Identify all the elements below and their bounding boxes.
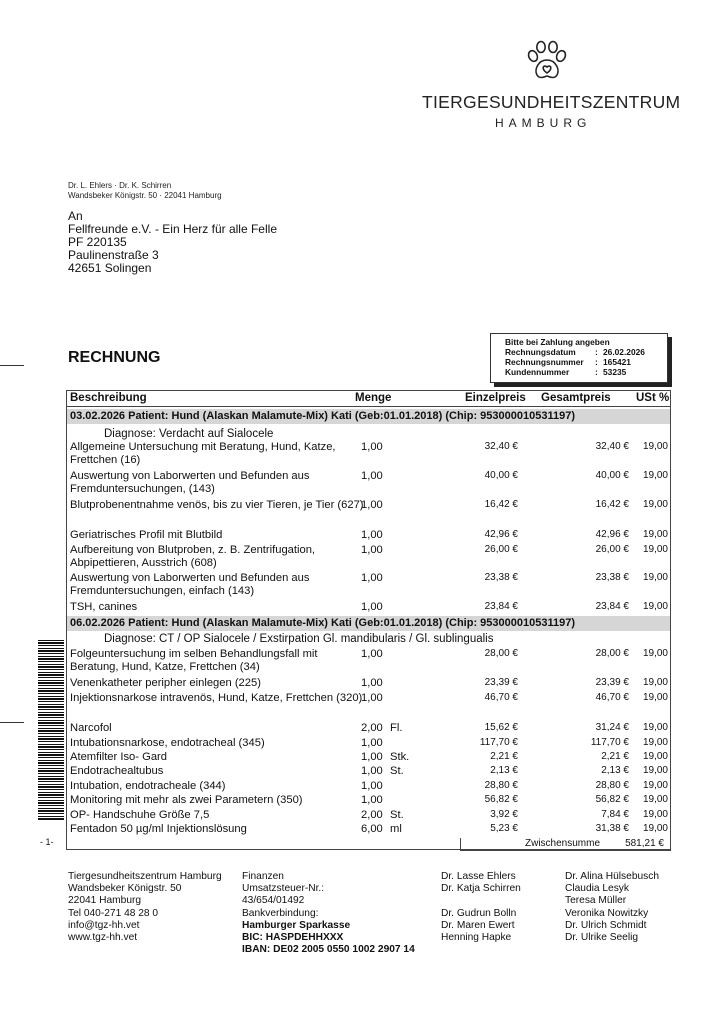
item-quantity: 1,00: [361, 601, 383, 613]
item-vat: 19,00: [642, 544, 668, 555]
footer-vet-name: Veronika Nowitzky: [565, 907, 649, 919]
invoice-date: 26.02.2026: [603, 347, 645, 357]
item-vat: 19,00: [642, 648, 668, 659]
item-description: Folgeuntersuchung im selben Behandlungsfall mit Beratung, Hund, Katze, Frettchen (34): [70, 648, 318, 673]
subtotal-row: [460, 838, 671, 851]
item-unit-price: 28,80 €: [484, 780, 518, 791]
item-quantity: 1,00: [361, 648, 383, 660]
diagnosis-1: Diagnose: Verdacht auf Sialocele: [104, 428, 274, 440]
patient-header-1: 03.02.2026 Patient: Hund (Alaskan Malamute-Mix) Kati (Geb:01.01.2018) (Chip: 953000010531197): [67, 409, 670, 424]
item-description: Atemfilter Iso- Gard: [70, 751, 167, 763]
item-unit: ml: [390, 823, 402, 835]
item-unit-price: 42,96 €: [484, 529, 518, 540]
footer-vet-name: Teresa Müller: [565, 895, 627, 907]
item-description: Auswertung von Laborwerten und Befunden aus Fremduntersuchungen, (143): [70, 470, 310, 495]
logo-name: TIERGESUNDHEITSZENTRUM: [422, 92, 681, 112]
paw-heart-logo-icon: [524, 40, 570, 82]
footer-vet-name: Dr. Maren Ewert: [441, 919, 515, 931]
item-total-price: 16,42 €: [595, 499, 629, 510]
item-vat: 19,00: [642, 441, 668, 452]
item-total-price: 40,00 €: [595, 470, 629, 481]
recipient-line: PF 220135: [68, 235, 127, 249]
item-unit-price: 32,40 €: [484, 441, 518, 452]
item-quantity: 6,00: [361, 823, 383, 835]
item-total-price: 23,84 €: [595, 601, 629, 612]
footer-finance: [242, 871, 415, 956]
item-unit: Stk.: [390, 751, 410, 763]
item-unit: St.: [390, 765, 404, 777]
item-description: Injektionsnarkose intravenös, Hund, Katze, Frettchen (320): [70, 692, 363, 704]
footer-vet-name: Dr. Ulrike Seelig: [565, 932, 639, 944]
item-description: Auswertung von Laborwerten und Befunden aus Fremduntersuchungen, einfach (143): [70, 572, 310, 597]
item-description: Monitoring mit mehr als zwei Parametern (350): [70, 794, 303, 806]
footer-bic: BIC: HASPDEHHXXX: [242, 932, 344, 944]
invoice-number: 165421: [603, 357, 631, 367]
item-vat: 19,00: [642, 751, 668, 762]
footer-vet-name: Henning Hapke: [441, 932, 512, 944]
item-vat: 19,00: [642, 722, 668, 733]
footer-vet-name: Dr. Ulrich Schmidt: [565, 919, 647, 931]
col-header-total: Gesamtpreis: [541, 392, 611, 404]
item-vat: 19,00: [642, 677, 668, 688]
footer-line: Wandsbeker Königstr. 50: [68, 883, 182, 895]
item-description: Intubation, endotracheale (344): [70, 780, 226, 792]
item-vat: 19,00: [642, 765, 668, 776]
item-vat: 19,00: [642, 470, 668, 481]
fold-mark: [0, 365, 24, 366]
item-vat: 19,00: [642, 529, 668, 540]
footer-vet-name: Dr. Alina Hülsebusch: [565, 871, 659, 882]
footer-website: www.tgz-hh.vet: [68, 932, 138, 944]
footer-iban: IBAN: DE02 2005 0550 1002 2907 14: [242, 944, 415, 956]
item-unit-price: 26,00 €: [484, 544, 518, 555]
item-quantity: 2,00: [361, 722, 383, 734]
document-title: RECHNUNG: [68, 349, 161, 366]
col-header-unit-price: Einzelpreis: [465, 392, 526, 404]
item-quantity: 1,00: [361, 441, 383, 453]
item-quantity: 1,00: [361, 499, 383, 511]
payment-info-box: [490, 333, 668, 383]
item-total-price: 26,00 €: [595, 544, 629, 555]
item-unit-price: 23,38 €: [484, 572, 518, 583]
footer-phone: Tel 040-271 48 28 0: [68, 907, 159, 919]
item-quantity: 2,00: [361, 809, 383, 821]
footer-line: Umsatzsteuer-Nr.:: [242, 883, 325, 895]
footer-line: Finanzen: [242, 871, 284, 882]
item-total-price: 42,96 €: [595, 529, 629, 540]
item-total-price: 32,40 €: [595, 441, 629, 452]
item-unit: St.: [390, 809, 404, 821]
page-number: - 1-: [40, 837, 54, 847]
item-unit-price: 56,82 €: [484, 794, 518, 805]
customer-number: 53235: [603, 367, 627, 377]
item-unit-price: 2,13 €: [490, 765, 518, 776]
invoice-number-row: Rechnungsnummer : 165421: [505, 357, 631, 367]
subtotal-value: 581,21 €: [625, 838, 664, 849]
item-description: Geriatrisches Profil mit Blutbild: [70, 529, 223, 541]
item-total-price: 2,21 €: [601, 751, 629, 762]
col-header-quantity: Menge: [355, 392, 392, 404]
item-vat: 19,00: [642, 794, 668, 805]
item-total-price: 31,24 €: [595, 722, 629, 733]
item-quantity: 1,00: [361, 765, 383, 777]
item-vat: 19,00: [642, 601, 668, 612]
recipient-line: Paulinenstraße 3: [68, 248, 159, 262]
footer-line: 22041 Hamburg: [68, 895, 142, 907]
item-unit-price: 117,70 €: [479, 737, 518, 748]
item-quantity: 1,00: [361, 737, 383, 749]
item-quantity: 1,00: [361, 751, 383, 763]
item-description: Endotrachealtubus: [70, 765, 164, 777]
item-quantity: 1,00: [361, 780, 383, 792]
item-unit-price: 15,62 €: [484, 722, 518, 733]
col-header-description: Beschreibung: [70, 392, 147, 404]
item-unit-price: 2,21 €: [490, 751, 518, 762]
item-vat: 19,00: [642, 780, 668, 791]
item-description: Fentadon 50 µg/ml Injektionslösung: [70, 823, 247, 835]
item-total-price: 28,00 €: [595, 648, 629, 659]
item-quantity: 1,00: [361, 470, 383, 482]
col-header-vat: USt %: [636, 392, 670, 404]
item-unit: Fl.: [390, 722, 403, 734]
item-total-price: 23,39 €: [595, 677, 629, 688]
item-vat: 19,00: [642, 499, 668, 510]
invoice-date-row: Rechnungsdatum : 26.02.2026: [505, 347, 645, 357]
item-description: Allgemeine Untersuchung mit Beratung, Hund, Katze, Frettchen (16): [70, 441, 336, 466]
item-total-price: 2,13 €: [601, 765, 629, 776]
item-unit-price: 40,00 €: [484, 470, 518, 481]
item-vat: 19,00: [642, 692, 668, 703]
item-description: Aufbereitung von Blutproben, z. B. Zentrifugation, Abpipettieren, Ausstrich (608): [70, 544, 316, 569]
item-unit-price: 16,42 €: [484, 499, 518, 510]
footer-email: info@tgz-hh.vet: [68, 919, 140, 931]
footer-vets-2: [565, 871, 659, 944]
item-vat: 19,00: [642, 809, 668, 820]
item-total-price: 117,70 €: [590, 737, 629, 748]
footer-line: Tiergesundheitszentrum Hamburg: [68, 871, 222, 882]
footer-address: [68, 871, 222, 944]
footer-vet-name: Dr. Katja Schirren: [441, 883, 521, 895]
footer-vet-name: Claudia Lesyk: [565, 883, 629, 895]
item-description: Intubationsnarkose, endotracheal (345): [70, 737, 265, 749]
item-unit-price: 3,92 €: [490, 809, 518, 820]
footer-bank: Hamburger Sparkasse: [242, 919, 351, 931]
footer-vet-name: Dr. Gudrun Bolln: [441, 907, 517, 919]
item-vat: 19,00: [642, 737, 668, 748]
logo-city: HAMBURG: [495, 116, 592, 130]
item-total-price: 28,80 €: [595, 780, 629, 791]
item-description: Venenkatheter peripher einlegen (225): [70, 677, 261, 689]
recipient-address: [68, 210, 277, 275]
recipient-line: 42651 Solingen: [68, 261, 152, 275]
item-unit-price: 28,00 €: [484, 648, 518, 659]
item-vat: 19,00: [642, 823, 668, 834]
item-quantity: 1,00: [361, 794, 383, 806]
item-quantity: 1,00: [361, 544, 383, 556]
item-unit-price: 23,84 €: [484, 601, 518, 612]
item-vat: 19,00: [642, 572, 668, 583]
item-unit-price: 46,70 €: [484, 692, 518, 703]
item-total-price: 31,38 €: [595, 823, 629, 834]
item-unit-price: 23,39 €: [484, 677, 518, 688]
item-total-price: 46,70 €: [595, 692, 629, 703]
footer-vet-name: [441, 895, 521, 907]
item-total-price: 56,82 €: [595, 794, 629, 805]
item-quantity: 1,00: [361, 677, 383, 689]
footer-vet-name: Dr. Lasse Ehlers: [441, 871, 516, 882]
sender-line-2: Wandsbeker Königstr. 50 · 22041 Hamburg: [68, 191, 222, 200]
sender-line: [68, 181, 222, 201]
item-unit-price: 5,23 €: [490, 823, 518, 834]
customer-number-row: Kundennummer : 53235: [505, 367, 627, 377]
payment-info-heading: Bitte bei Zahlung angeben: [505, 337, 610, 347]
diagnosis-2: Diagnose: CT / OP Sialocele / Exstirpation Gl. mandibularis / Gl. sublingualis: [104, 633, 494, 645]
item-description: Narcofol: [70, 722, 112, 734]
patient-header-2: 06.02.2026 Patient: Hund (Alaskan Malamute-Mix) Kati (Geb:01.01.2018) (Chip: 953000010531197): [67, 616, 670, 631]
item-total-price: 7,84 €: [601, 809, 629, 820]
fold-mark: [0, 722, 24, 723]
item-total-price: 23,38 €: [595, 572, 629, 583]
sender-line-1: Dr. L. Ehlers · Dr. K. Schirren: [68, 181, 172, 190]
item-description: TSH, canines: [70, 601, 138, 613]
recipient-line: Fellfreunde e.V. - Ein Herz für alle Felle: [68, 222, 277, 236]
item-quantity: 1,00: [361, 692, 383, 704]
item-quantity: 1,00: [361, 529, 383, 541]
footer-vat-number: 43/654/01492: [242, 895, 305, 907]
recipient-line: An: [68, 209, 83, 223]
item-quantity: 1,00: [361, 572, 383, 584]
item-description: Blutprobenentnahme venös, bis zu vier Tieren, je Tier (627): [70, 499, 364, 511]
subtotal-label: Zwischensumme: [525, 838, 601, 849]
barcode: [38, 640, 64, 820]
footer-vets-1: [441, 871, 521, 944]
item-description: OP- Handschuhe Größe 7,5: [70, 809, 210, 821]
header-divider: [67, 406, 670, 407]
footer-line: Bankverbindung:: [242, 907, 319, 919]
